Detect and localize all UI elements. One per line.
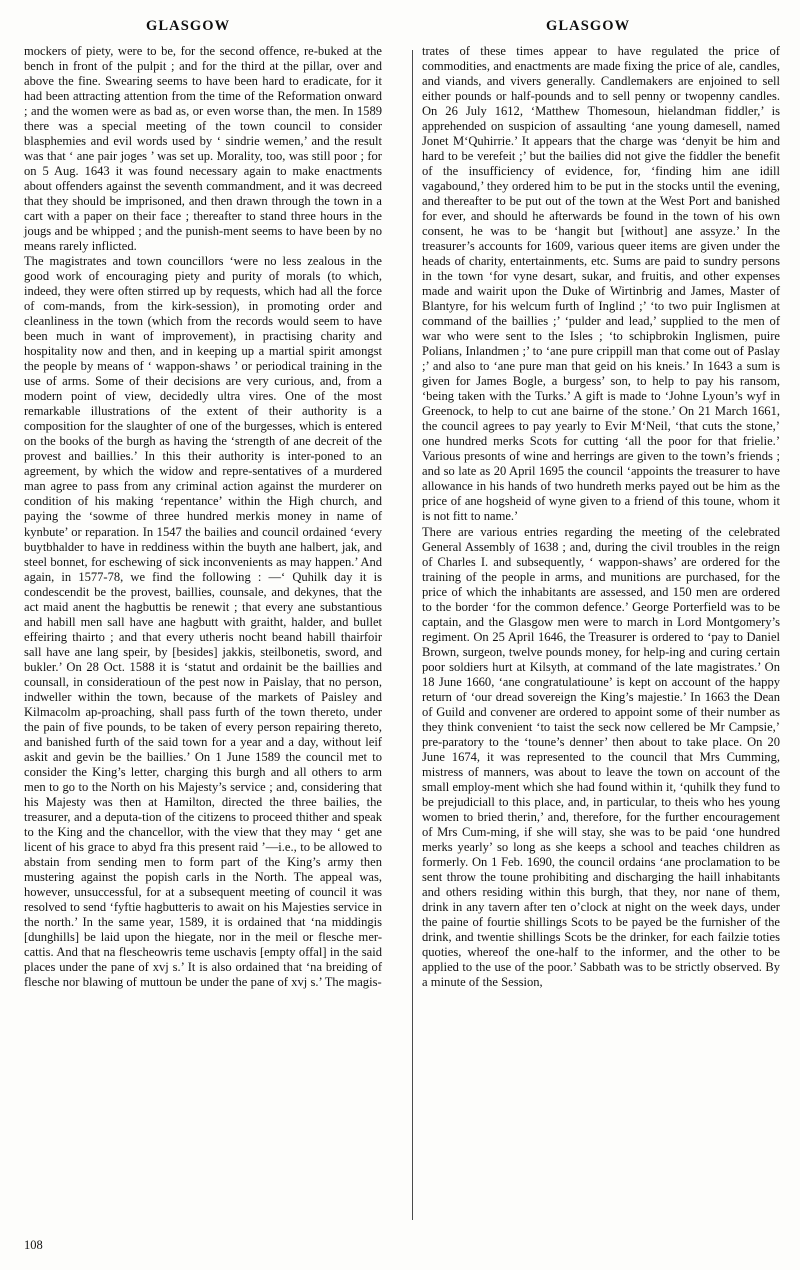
paragraph: The magistrates and town councillors ‘were no less zealous in the good work of encouraging piety and purity of morals (to which, indeed, they were often stirred up by requests, which had all the force of com-mands, from the kirk-session), in promoting order and cleanliness in the town (which from the records would seem to have been much in want of improvement), in practising charity and hospitality now and then, and in keeping up a martial spirit amongst the people by means of ‘ wappon-shaws ’ or periodical training in the use of arms. Some of their decisions are very curious, and, from a modern point of view, decidedly ultra vires. One of the most remarkable illustrations of the extent of their authority is a composition for the slaughter of one of the burgesses, which is entered on the books of the burgh as having the ‘strength of ane decreit of the provest and baillies.’ In this their authority is inter-poned to an agreement, by which the widow and repre-sentatives of a murdered man agree to pass from any criminal action against the murderer on condition of his making ‘repentance’ within the High church, and paying the ‘sowme of three hundred merkis money in name of kynbute’ or reparation. In 1547 the bailies and council ordained ‘every buytbhalder to have in reddiness within the buyth ane halbert, jak, and steel bonnet, for eschewing of sick inconvenients as may happen.’ And again, in 1577-78, we find the following : —‘ Quhilk day it is condescendit be the provest, baillies, counsale, and dekynes, that the act maid anent the hagbuttis be renewit ; that every ane substantious and habill men sall have ane hagbutt with graitht, halder, and bullet effeiring thairto ; and that every utheris nocht beand habill thairfoir sall have ane lang speir, by [besides] jakkis, steilbonetis, sword, and bukler.’ On 28 Oct. 1588 it is ‘statut and ordainit be the baillies and counsall, in consideratioun of the pest now in Paislay, that no person, indweller within the town, because of the markets of Paisley and Kilmacolm ap-proaching, shall pass furth of the town thereto, under the pain of five pounds, to be taken of every person repairing thereto, and banished furth of the said town for a year and a day, without leif askit and gevin be the baillies.’ On 1 June 1589 the council met to consider the King’s letter, charging this burgh and all others to arm men to go to the North on his Majesty’s service ; and, considering that his Majesty was then at Hamilton, directed the three bailies, the treasurer, and a deputa-tion of the citizens to proceed thither and speak to the King and the chancellor, with the view that they may ‘ get ane licent of his grace to abyd fra this present raid ’—i.e., to be allowed to abstain from sending men to form part of the King’s army then mustering against the popish carls in the North. The appeal was, however, unsuccessful, for at a subsequent meeting of council it was resolved to send ‘fyftie hagbutteris to await on his Majesties service in the north.’ In the same year, 1589, it is ordained that ‘na middingis [dunghills] be laid upon the hiegate, nor in the meil or flesche mer-cattis. And that na flescheowris teme uschavis [empty offal] in the said places under the pane of xvj s.’ It is also ordained that ‘na breiding of flesche nor blawing of muttoun be under the pane of xvj s.’ The magis- [24, 254, 382, 989]
column-left [24, 44, 382, 1234]
paragraph: mockers of piety, were to be, for the second offence, re-buked at the bench in front of the pulpit ; and for the third at the pillar, over and above the fine. Swearing seems to have been hard to eradicate, for it had been attracting attention from the time of the Reformation onward ; and the women were as bad as, or even worse than, the men. In 1589 there was a special meeting of the town council to consider blasphemies and evil words used by ‘ sindrie wemen,’ and the result was that ‘ ane pair joges ’ was set up. Morality, too, was still poor ; for on 5 Aug. 1643 it was found necessary again to make enactments about offenders against the seventh commandment, and it was decreed that they should be imprisoned, and then drawn through the town in a cart with a paper on their face ; thereafter to stand three hours in the jougs and be whipped ; and the punish-ment seems to have been by no means rarely inflicted. [24, 44, 382, 254]
paragraph: There are various entries regarding the meeting of the celebrated General Assembly of 1638 ; and, during the civil troubles in the reign of Charles I. and subsequently, ‘ wappon-shaws’ are ordered for the training of the people in arms, and munitions are purchased, for the price of which the inhabitants are assessed, and 150 men are ordered to the border ‘for the common defence.’ George Porterfield was to be captain, and the Glasgow men were to march in Lord Montgomery’s regiment. On 25 April 1646, the Treasurer is ordered to ‘pay to Daniel Brown, surgeon, twelve pounds money, for help-ing and curing certain poor soldiers hurt at Kilsyth, at command of the late magistrates.’ On 18 June 1660, ‘ane congratulatioune’ is kept on account of the happy return of ‘our dread sovereign the King’s majestie.’ In 1663 the Dean of Guild and convener are ordered to appoint some of their number as they think convenient ‘to taist the seck now cellered be Mr Campsie,’ pre-paratory to the ‘toune’s denner’ then about to take place. On 20 June 1674, it was represented to the council that Mrs Cumming, mistress of manners, was about to leave the town on account of the small employ-ment which she had found within it, ‘quhilk they fund to be prejudiciall to this place, and, in particular, to theis who hes young women to bried therin,’ and, therefore, for the further encouragement of Mrs Cum-ming, if she will stay, she was to be paid ‘one hundred merks yearly’ so long as she keeps a school and teaches children as formerly. On 1 Feb. 1690, the council ordains ‘ane proclamation to be sent throw the toune prohibiting and discharging the haill inhabitants and others residing within this burgh, that they, nor nane of them, drink in any tavern after ten o’clock at night on the week days, under the paine of fourtie shillings Scots to be payed be the furnisher of the drink, and twentie shillings Scots be the drinker, for each failzie toties quoties, whereof the one-half to the informer, and the other to be applied to the use of the poor.’ Sabbath was to be strictly observed. By a minute of the Session, [422, 524, 780, 989]
column-divider [412, 50, 413, 1220]
page-number: 108 [24, 1238, 43, 1252]
running-head-left: GLASGOW [146, 18, 231, 34]
running-headers [0, 18, 800, 38]
column-right [422, 44, 780, 1234]
running-head-right: GLASGOW [546, 18, 631, 34]
paragraph: trates of these times appear to have regulated the price of commodities, and enactments are made fixing the price of ale, candles, and viands, and vivers generally. Candlemakers are enjoined to sell either pounds or half-pounds and to sell penny or twopenny candles. On 26 July 1612, ‘Matthew Thomesoun, hielandman fiddler,’ is apprehended on suspicion of assaulting ‘ane young damesell, named Jonet M‘Quhirrie.’ It appears that the charge was ‘denyit be him and hard to be verefeit ;’ but the bailies did not give the fiddler the benefit of the insufficiency of evidence, for, ‘finding him ane idill vagabound,’ they ordered him to be put in the stocks until the evening, and thereafter to be put out of the town at the West Port and banished for ever, and should he afterwards be found in the town of his own consent, he was to be ‘hangit but [without] ane assyze.’ In the treasurer’s accounts for 1609, various queer items are given under the heads of charity, entertainments, etc. Sums are paid to sundry persons in the town ‘for vyne desart, sukar, and fruitis, and other expenses made and wairit upon the Duke of Wirtinbrig and James, Master of Blantyre, for his welcum furth of Inglind ;’ ‘to two puir Inglismen at command of the baillies ;’ ‘pulder and lead,’ supplied to the men of war who were sent to the Isles ; ‘to schipbrokin Inglismen, puire Polians, Inlandmen ;’ to ‘ane pure crippill man that come out of Paslay ;’ and also to ‘ane pure man that geid on his kneis.’ In 1643 a sum is given for James Bogle, a burgess’ son, to help to pay his ransom, ‘being taken with the Turks.’ A gift is made to ‘Johne Lyoun’s wyf in Greenock, to help to cut ane bairne of the stone.’ On 21 March 1661, the council agrees to pay yearly to Evir M‘Neil, ‘that cuts the stone,’ one hundred merks Scots for cutting ‘all the poor for that frielie.’ Various presonts of wine and herrings are given to the town’s friends ; and so late as 20 April 1695 the council ‘appoints the treasurer to have allowance in his hands of two hundreth merks payed out be him as the price of ane hogsheid of wyne given to a friend of this toune, whom it is not fitt to name.’ [422, 44, 780, 524]
text-columns [24, 44, 780, 1234]
